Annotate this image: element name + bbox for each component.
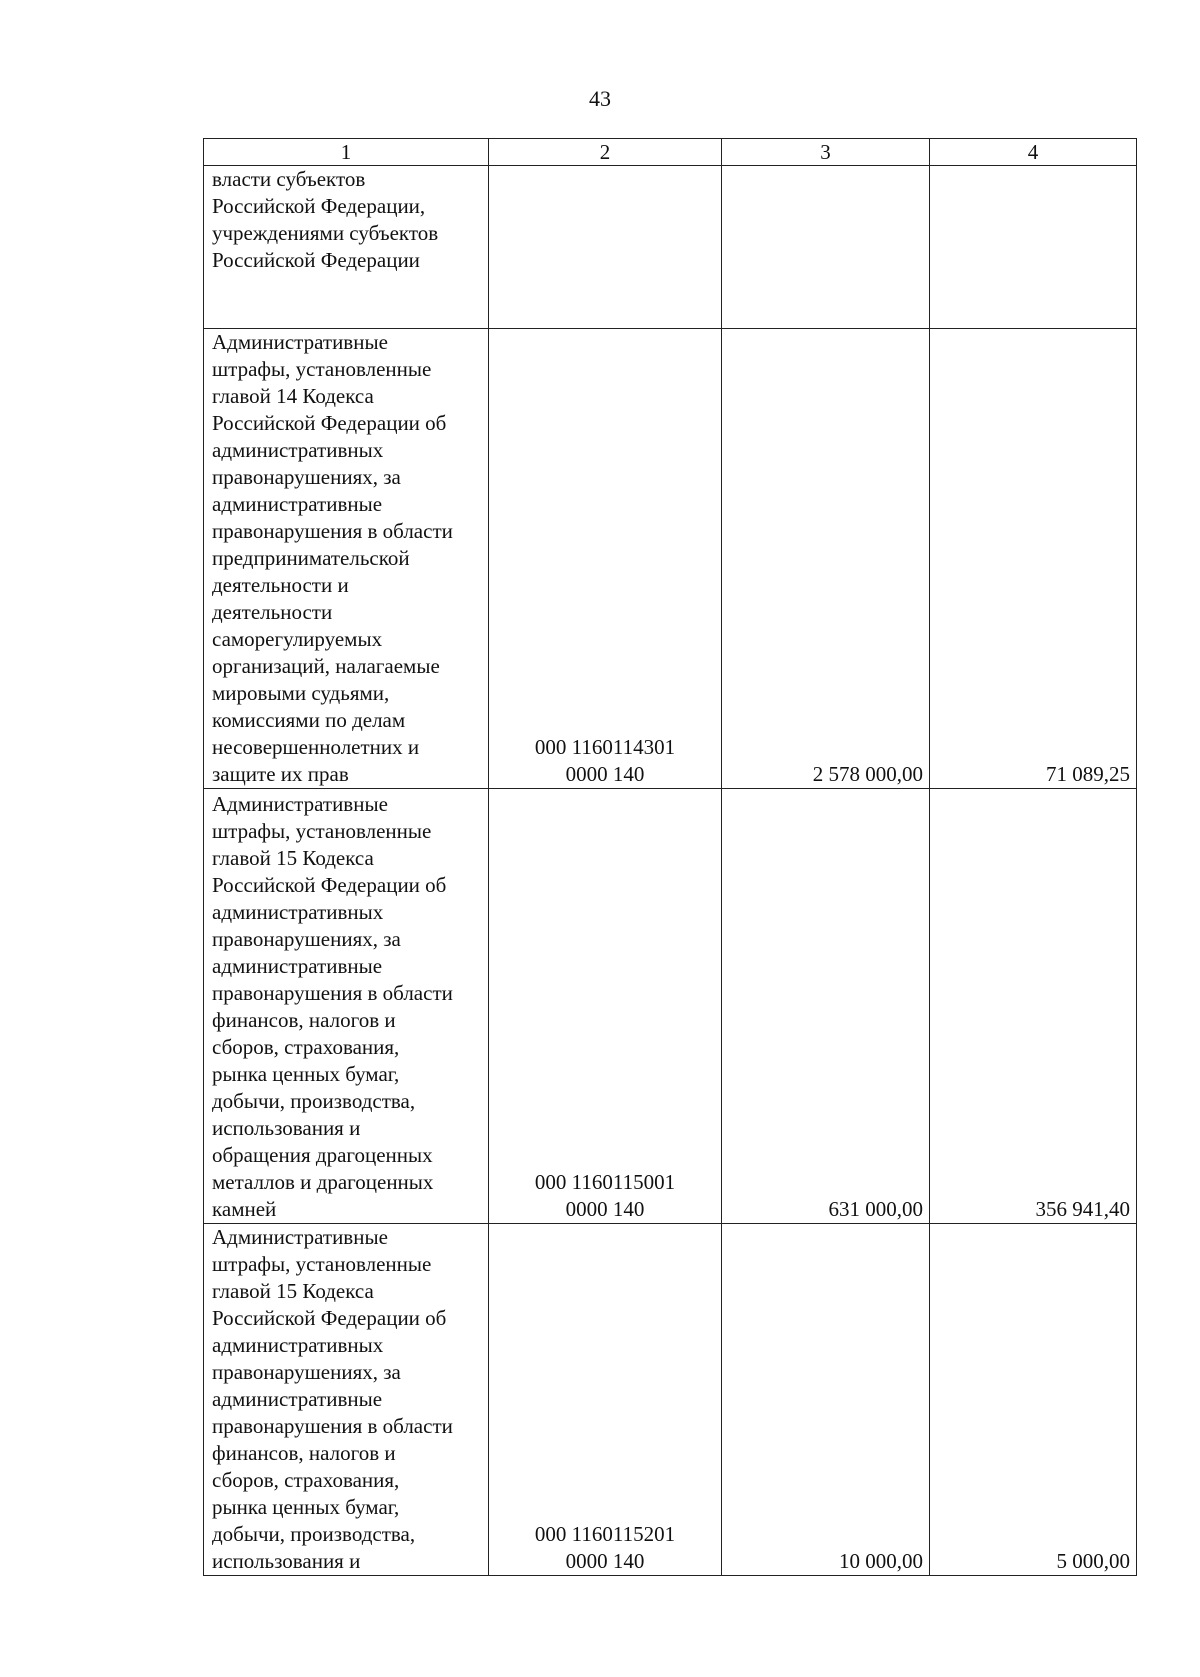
table-header-row xyxy=(204,139,1137,166)
column-number-4: 4 xyxy=(930,139,1137,166)
table-row xyxy=(204,329,1137,789)
row-amount-col3 xyxy=(722,166,930,329)
table-row xyxy=(204,1224,1137,1576)
row-budget-code: 000 1160115001 0000 140 xyxy=(489,789,722,1224)
column-number-2: 2 xyxy=(489,139,722,166)
row-description: Административные штрафы, установленные главой 15 Кодекса Российской Федерации об административных правонарушениях, за административные правонарушения в области финансов, налогов и сборов, страхования, рынка ценных бумаг, добычи, производства, использования и xyxy=(204,1224,489,1576)
table-row xyxy=(204,789,1137,1224)
row-amount-col3: 10 000,00 xyxy=(722,1224,930,1576)
row-amount-col4: 5 000,00 xyxy=(930,1224,1137,1576)
row-amount-col3: 631 000,00 xyxy=(722,789,930,1224)
column-number-1: 1 xyxy=(204,139,489,166)
row-amount-col4 xyxy=(930,166,1137,329)
row-description: Административные штрафы, установленные главой 15 Кодекса Российской Федерации об административных правонарушениях, за административные правонарушения в области финансов, налогов и сборов, страхования, рынка ценных бумаг, добычи, производства, использования и обращения драгоценных металлов и драгоценных камней xyxy=(204,789,489,1224)
row-budget-code: 000 1160114301 0000 140 xyxy=(489,329,722,789)
page-number: 43 xyxy=(589,86,611,111)
row-budget-code xyxy=(489,166,722,329)
budget-table xyxy=(203,138,1137,1576)
row-amount-col4: 356 941,40 xyxy=(930,789,1137,1224)
column-number-3: 3 xyxy=(722,139,930,166)
row-amount-col3: 2 578 000,00 xyxy=(722,329,930,789)
row-description: власти субъектов Российской Федерации, учреждениями субъектов Российской Федерации xyxy=(204,166,489,329)
row-amount-col4: 71 089,25 xyxy=(930,329,1137,789)
table-row-continued xyxy=(204,166,1137,329)
row-description: Административные штрафы, установленные главой 14 Кодекса Российской Федерации об административных правонарушениях, за административные правонарушения в области предпринимательской деятельности и деятельности саморегулируемых организаций, налагаемые мировыми судьями, комиссиями по делам несовершеннолетних и защите их прав xyxy=(204,329,489,789)
row-budget-code: 000 1160115201 0000 140 xyxy=(489,1224,722,1576)
